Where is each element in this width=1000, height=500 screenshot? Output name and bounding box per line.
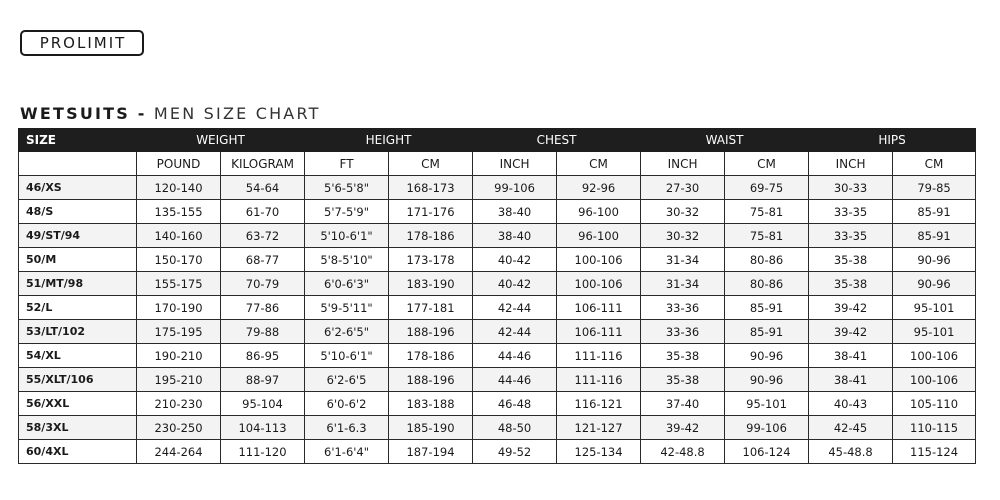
measurement-cell: 188-196	[389, 368, 473, 392]
measurement-cell: 111-116	[557, 344, 641, 368]
measurement-cell: 5'6-5'8"	[305, 176, 389, 200]
measurement-cell: 6'0-6'3"	[305, 272, 389, 296]
measurement-cell: 39-42	[641, 416, 725, 440]
measurement-cell: 39-42	[809, 320, 893, 344]
measurement-cell: 110-115	[893, 416, 976, 440]
unit-header: CM	[725, 152, 809, 176]
measurement-cell: 244-264	[137, 440, 221, 464]
measurement-cell: 92-96	[557, 176, 641, 200]
measurement-cell: 105-110	[893, 392, 976, 416]
measurement-cell: 115-124	[893, 440, 976, 464]
size-chart-body	[19, 176, 976, 464]
measurement-cell: 75-81	[725, 224, 809, 248]
measurement-cell: 170-190	[137, 296, 221, 320]
measurement-cell: 90-96	[725, 344, 809, 368]
measurement-cell: 6'1-6'4"	[305, 440, 389, 464]
table-row	[19, 248, 976, 272]
weight-group-header: WEIGHT	[137, 129, 305, 152]
measurement-cell: 38-40	[473, 200, 557, 224]
unit-header: CM	[389, 152, 473, 176]
table-row	[19, 320, 976, 344]
measurement-cell: 183-190	[389, 272, 473, 296]
title-category: WETSUITS -	[20, 104, 147, 123]
measurement-cell: 99-106	[473, 176, 557, 200]
measurement-cell: 6'2-6'5	[305, 368, 389, 392]
measurement-cell: 116-121	[557, 392, 641, 416]
measurement-cell: 38-40	[473, 224, 557, 248]
unit-header: KILOGRAM	[221, 152, 305, 176]
measurement-cell: 35-38	[809, 248, 893, 272]
measurement-cell: 100-106	[557, 248, 641, 272]
measurement-cell: 90-96	[893, 272, 976, 296]
table-row	[19, 344, 976, 368]
unit-header: INCH	[641, 152, 725, 176]
measurement-cell: 125-134	[557, 440, 641, 464]
measurement-cell: 155-175	[137, 272, 221, 296]
size-label-cell: 49/ST/94	[19, 224, 137, 248]
measurement-cell: 173-178	[389, 248, 473, 272]
size-label-cell: 48/S	[19, 200, 137, 224]
group-header-row	[19, 129, 976, 152]
measurement-cell: 46-48	[473, 392, 557, 416]
measurement-cell: 30-32	[641, 200, 725, 224]
measurement-cell: 135-155	[137, 200, 221, 224]
size-label-cell: 51/MT/98	[19, 272, 137, 296]
measurement-cell: 106-111	[557, 296, 641, 320]
size-label-cell: 55/XLT/106	[19, 368, 137, 392]
measurement-cell: 35-38	[809, 272, 893, 296]
measurement-cell: 100-106	[893, 368, 976, 392]
size-label-cell: 58/3XL	[19, 416, 137, 440]
measurement-cell: 44-46	[473, 344, 557, 368]
measurement-cell: 6'0-6'2	[305, 392, 389, 416]
measurement-cell: 61-70	[221, 200, 305, 224]
measurement-cell: 210-230	[137, 392, 221, 416]
measurement-cell: 40-43	[809, 392, 893, 416]
measurement-cell: 38-41	[809, 368, 893, 392]
unit-header: POUND	[137, 152, 221, 176]
measurement-cell: 90-96	[725, 368, 809, 392]
measurement-cell: 100-106	[557, 272, 641, 296]
unit-header-row	[19, 152, 976, 176]
measurement-cell: 37-40	[641, 392, 725, 416]
measurement-cell: 104-113	[221, 416, 305, 440]
measurement-cell: 177-181	[389, 296, 473, 320]
measurement-cell: 49-52	[473, 440, 557, 464]
measurement-cell: 5'9-5'11"	[305, 296, 389, 320]
measurement-cell: 42-48.8	[641, 440, 725, 464]
measurement-cell: 42-45	[809, 416, 893, 440]
measurement-cell: 63-72	[221, 224, 305, 248]
measurement-cell: 106-124	[725, 440, 809, 464]
measurement-cell: 42-44	[473, 296, 557, 320]
measurement-cell: 95-101	[893, 320, 976, 344]
size-label-cell: 53/LT/102	[19, 320, 137, 344]
measurement-cell: 106-111	[557, 320, 641, 344]
measurement-cell: 5'10-6'1"	[305, 344, 389, 368]
unit-header: INCH	[473, 152, 557, 176]
measurement-cell: 33-36	[641, 320, 725, 344]
size-label-cell: 56/XXL	[19, 392, 137, 416]
measurement-cell: 5'7-5'9"	[305, 200, 389, 224]
measurement-cell: 31-34	[641, 248, 725, 272]
measurement-cell: 6'1-6.3	[305, 416, 389, 440]
measurement-cell: 121-127	[557, 416, 641, 440]
measurement-cell: 100-106	[893, 344, 976, 368]
height-group-header: HEIGHT	[305, 129, 473, 152]
measurement-cell: 185-190	[389, 416, 473, 440]
unit-header-blank	[19, 152, 137, 176]
measurement-cell: 111-116	[557, 368, 641, 392]
size-label-cell: 54/XL	[19, 344, 137, 368]
unit-header: INCH	[809, 152, 893, 176]
unit-header: CM	[893, 152, 976, 176]
size-label-cell: 46/XS	[19, 176, 137, 200]
measurement-cell: 85-91	[725, 320, 809, 344]
logo-text: PROLIMIT	[39, 34, 127, 52]
table-row	[19, 368, 976, 392]
measurement-cell: 38-41	[809, 344, 893, 368]
measurement-cell: 85-91	[893, 200, 976, 224]
chest-group-header: CHEST	[473, 129, 641, 152]
measurement-cell: 95-101	[893, 296, 976, 320]
measurement-cell: 35-38	[641, 344, 725, 368]
measurement-cell: 85-91	[893, 224, 976, 248]
table-row	[19, 416, 976, 440]
measurement-cell: 45-48.8	[809, 440, 893, 464]
measurement-cell: 90-96	[893, 248, 976, 272]
measurement-cell: 30-33	[809, 176, 893, 200]
measurement-cell: 230-250	[137, 416, 221, 440]
measurement-cell: 69-75	[725, 176, 809, 200]
measurement-cell: 183-188	[389, 392, 473, 416]
prolimit-logo	[20, 30, 144, 56]
measurement-cell: 68-77	[221, 248, 305, 272]
measurement-cell: 96-100	[557, 224, 641, 248]
size-label-cell: 60/4XL	[19, 440, 137, 464]
measurement-cell: 178-186	[389, 344, 473, 368]
measurement-cell: 111-120	[221, 440, 305, 464]
measurement-cell: 70-79	[221, 272, 305, 296]
table-row	[19, 440, 976, 464]
table-row	[19, 176, 976, 200]
size-chart-table	[18, 128, 976, 464]
table-row	[19, 272, 976, 296]
measurement-cell: 80-86	[725, 248, 809, 272]
waist-group-header: WAIST	[641, 129, 809, 152]
size-label-cell: 50/M	[19, 248, 137, 272]
measurement-cell: 79-85	[893, 176, 976, 200]
table-row	[19, 296, 976, 320]
measurement-cell: 85-91	[725, 296, 809, 320]
table-row	[19, 392, 976, 416]
measurement-cell: 33-35	[809, 224, 893, 248]
measurement-cell: 96-100	[557, 200, 641, 224]
measurement-cell: 79-88	[221, 320, 305, 344]
measurement-cell: 188-196	[389, 320, 473, 344]
measurement-cell: 30-32	[641, 224, 725, 248]
table-row	[19, 224, 976, 248]
measurement-cell: 44-46	[473, 368, 557, 392]
measurement-cell: 175-195	[137, 320, 221, 344]
measurement-cell: 195-210	[137, 368, 221, 392]
measurement-cell: 40-42	[473, 248, 557, 272]
measurement-cell: 48-50	[473, 416, 557, 440]
measurement-cell: 31-34	[641, 272, 725, 296]
table-row	[19, 200, 976, 224]
measurement-cell: 27-30	[641, 176, 725, 200]
measurement-cell: 80-86	[725, 272, 809, 296]
size-label-cell: 52/L	[19, 296, 137, 320]
measurement-cell: 190-210	[137, 344, 221, 368]
measurement-cell: 150-170	[137, 248, 221, 272]
unit-header: FT	[305, 152, 389, 176]
measurement-cell: 171-176	[389, 200, 473, 224]
measurement-cell: 120-140	[137, 176, 221, 200]
measurement-cell: 33-35	[809, 200, 893, 224]
measurement-cell: 187-194	[389, 440, 473, 464]
measurement-cell: 40-42	[473, 272, 557, 296]
measurement-cell: 54-64	[221, 176, 305, 200]
measurement-cell: 75-81	[725, 200, 809, 224]
measurement-cell: 35-38	[641, 368, 725, 392]
measurement-cell: 39-42	[809, 296, 893, 320]
page-title	[20, 104, 321, 123]
title-subtitle: MEN SIZE CHART	[146, 104, 321, 123]
measurement-cell: 95-101	[725, 392, 809, 416]
measurement-cell: 95-104	[221, 392, 305, 416]
measurement-cell: 6'2-6'5"	[305, 320, 389, 344]
measurement-cell: 178-186	[389, 224, 473, 248]
measurement-cell: 86-95	[221, 344, 305, 368]
measurement-cell: 88-97	[221, 368, 305, 392]
measurement-cell: 5'8-5'10"	[305, 248, 389, 272]
measurement-cell: 5'10-6'1"	[305, 224, 389, 248]
size-column-header: SIZE	[19, 129, 137, 152]
measurement-cell: 77-86	[221, 296, 305, 320]
measurement-cell: 140-160	[137, 224, 221, 248]
measurement-cell: 168-173	[389, 176, 473, 200]
hips-group-header: HIPS	[809, 129, 976, 152]
measurement-cell: 99-106	[725, 416, 809, 440]
measurement-cell: 42-44	[473, 320, 557, 344]
measurement-cell: 33-36	[641, 296, 725, 320]
unit-header: CM	[557, 152, 641, 176]
